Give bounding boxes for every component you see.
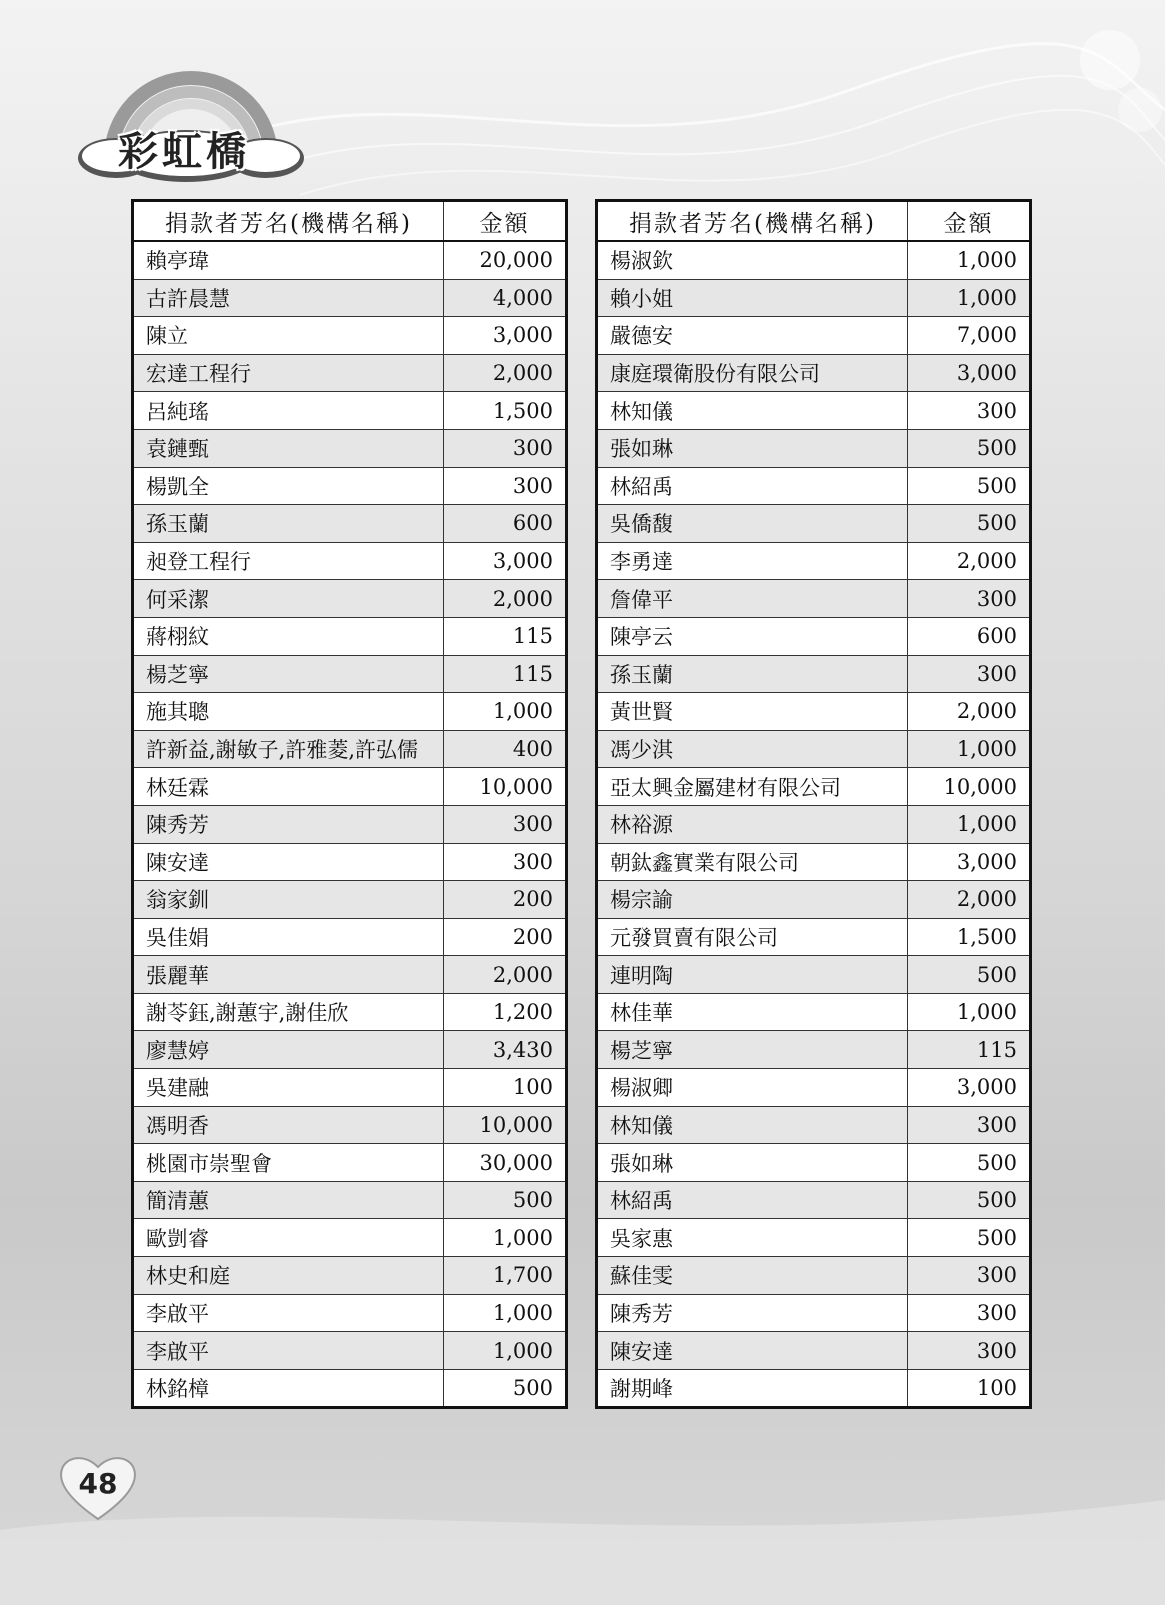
table-row (597, 429, 1031, 467)
donation-amount: 500 (908, 429, 1031, 467)
donation-amount: 115 (908, 1031, 1031, 1069)
donation-amount: 500 (444, 1369, 567, 1408)
donor-name: 孫玉蘭 (597, 655, 908, 693)
donor-name: 施其聰 (133, 693, 444, 731)
donation-amount: 300 (908, 1106, 1031, 1144)
table-header-row (133, 201, 567, 242)
donation-amount: 2,000 (444, 956, 567, 994)
donor-name: 楊宗諭 (597, 881, 908, 919)
table-row (133, 956, 567, 994)
donor-name: 林佳華 (597, 993, 908, 1031)
donor-name: 連明陶 (597, 956, 908, 994)
table-row (597, 881, 1031, 919)
donor-name: 楊凱全 (133, 467, 444, 505)
donor-name: 桃園市崇聖會 (133, 1144, 444, 1182)
donor-name: 吳僑馥 (597, 505, 908, 543)
table-row (597, 542, 1031, 580)
donation-amount: 1,000 (444, 1219, 567, 1257)
donor-table-right (595, 199, 1032, 1409)
table-row (597, 1369, 1031, 1408)
table-row (597, 1106, 1031, 1144)
donation-amount: 3,000 (444, 542, 567, 580)
donor-name: 楊淑卿 (597, 1069, 908, 1107)
donor-name: 張麗華 (133, 956, 444, 994)
table-row (597, 241, 1031, 279)
table-row (597, 655, 1031, 693)
donation-amount: 500 (908, 1144, 1031, 1182)
donor-name: 吳佳娟 (133, 918, 444, 956)
donor-name: 何采潔 (133, 580, 444, 618)
donor-name: 簡清蕙 (133, 1181, 444, 1219)
donor-table-left (131, 199, 568, 1409)
donation-amount: 3,000 (908, 843, 1031, 881)
table-row (133, 580, 567, 618)
table-row (133, 993, 567, 1031)
table-row (133, 1106, 567, 1144)
donation-amount: 300 (908, 1332, 1031, 1370)
table-row (597, 392, 1031, 430)
donation-amount: 4,000 (444, 279, 567, 317)
donor-name: 吳家惠 (597, 1219, 908, 1257)
donor-name: 陳秀芳 (597, 1294, 908, 1332)
donor-name: 楊芝寧 (133, 655, 444, 693)
donation-amount: 1,000 (444, 693, 567, 731)
donor-name: 張如琳 (597, 1144, 908, 1182)
donor-name: 謝苓鈺,謝蕙宇,謝佳欣 (133, 993, 444, 1031)
donation-amount: 300 (908, 1257, 1031, 1295)
donor-table-left-body (133, 241, 567, 1408)
donation-amount: 200 (444, 918, 567, 956)
donation-amount: 1,500 (444, 392, 567, 430)
donor-name: 亞太興金屬建材有限公司 (597, 768, 908, 806)
donation-amount: 200 (444, 881, 567, 919)
table-row (133, 429, 567, 467)
donor-name: 康庭環衛股份有限公司 (597, 354, 908, 392)
table-row (597, 279, 1031, 317)
donor-name: 蔣栩紋 (133, 617, 444, 655)
donor-name: 黃世賢 (597, 693, 908, 731)
donor-name: 林紹禹 (597, 467, 908, 505)
table-row (133, 655, 567, 693)
table-row (597, 768, 1031, 806)
donor-name: 孫玉蘭 (133, 505, 444, 543)
donor-name: 林史和庭 (133, 1257, 444, 1295)
page-number-badge (56, 1453, 140, 1523)
donor-name: 詹偉平 (597, 580, 908, 618)
table-row (597, 354, 1031, 392)
table-row (133, 1219, 567, 1257)
table-row (597, 843, 1031, 881)
table-row (133, 392, 567, 430)
donation-amount: 1,000 (908, 805, 1031, 843)
table-row (133, 730, 567, 768)
table-row (597, 693, 1031, 731)
donation-amount: 300 (908, 392, 1031, 430)
donor-name: 楊芝寧 (597, 1031, 908, 1069)
donor-name: 袁鏈甄 (133, 429, 444, 467)
rainbow-bridge-logo (76, 48, 306, 188)
donation-amount: 7,000 (908, 317, 1031, 355)
table-row (133, 279, 567, 317)
donor-name: 蘇佳雯 (597, 1257, 908, 1295)
donation-amount: 115 (444, 655, 567, 693)
donation-amount: 1,000 (908, 279, 1031, 317)
donor-name: 吳建融 (133, 1069, 444, 1107)
donor-name: 呂純瑤 (133, 392, 444, 430)
table-row (597, 1031, 1031, 1069)
donation-amount: 20,000 (444, 241, 567, 279)
table-row (597, 1219, 1031, 1257)
donation-amount: 100 (908, 1369, 1031, 1408)
donation-amount: 10,000 (444, 1106, 567, 1144)
donation-amount: 300 (444, 805, 567, 843)
donation-amount: 500 (908, 505, 1031, 543)
donor-name: 李啟平 (133, 1294, 444, 1332)
donation-amount: 30,000 (444, 1144, 567, 1182)
table-row (597, 956, 1031, 994)
donation-amount: 500 (444, 1181, 567, 1219)
table-row (133, 918, 567, 956)
donor-name: 宏達工程行 (133, 354, 444, 392)
table-row (133, 1181, 567, 1219)
donation-amount: 10,000 (908, 768, 1031, 806)
column-header-name: 捐款者芳名(機構名稱) (133, 201, 444, 242)
table-row (597, 1144, 1031, 1182)
donor-name: 李啟平 (133, 1332, 444, 1370)
column-header-name: 捐款者芳名(機構名稱) (597, 201, 908, 242)
table-row (133, 505, 567, 543)
donor-name: 廖慧婷 (133, 1031, 444, 1069)
donation-amount: 115 (444, 617, 567, 655)
table-row (133, 768, 567, 806)
table-row (597, 1332, 1031, 1370)
donation-amount: 3,000 (908, 1069, 1031, 1107)
table-row (597, 918, 1031, 956)
donation-amount: 500 (908, 956, 1031, 994)
donor-name: 陳安達 (133, 843, 444, 881)
donor-name: 林知儀 (597, 1106, 908, 1144)
donation-amount: 2,000 (908, 693, 1031, 731)
table-row (133, 1257, 567, 1295)
donor-name: 陳立 (133, 317, 444, 355)
donor-name: 馮少淇 (597, 730, 908, 768)
donation-amount: 1,000 (908, 993, 1031, 1031)
logo-title: 彩虹橋 (118, 129, 250, 175)
donation-amount: 1,000 (444, 1332, 567, 1370)
table-row (597, 730, 1031, 768)
donation-amount: 300 (444, 429, 567, 467)
table-row (133, 1294, 567, 1332)
donation-amount: 500 (908, 1219, 1031, 1257)
table-row (133, 617, 567, 655)
table-header-row (597, 201, 1031, 242)
donation-amount: 1,000 (444, 1294, 567, 1332)
donor-name: 陳亭云 (597, 617, 908, 655)
donor-name: 林紹禹 (597, 1181, 908, 1219)
table-row (597, 1181, 1031, 1219)
page-number: 48 (78, 1467, 118, 1500)
donor-name: 古許晨慧 (133, 279, 444, 317)
donation-amount: 3,000 (908, 354, 1031, 392)
table-row (133, 467, 567, 505)
donation-amount: 2,000 (444, 580, 567, 618)
table-row (597, 1294, 1031, 1332)
donation-amount: 500 (908, 467, 1031, 505)
donation-amount: 2,000 (908, 881, 1031, 919)
donor-name: 李勇達 (597, 542, 908, 580)
table-row (597, 805, 1031, 843)
donor-name: 翁家釧 (133, 881, 444, 919)
donation-amount: 1,700 (444, 1257, 567, 1295)
donor-name: 歐剴睿 (133, 1219, 444, 1257)
column-header-amount: 金額 (444, 201, 567, 242)
table-row (597, 505, 1031, 543)
donor-name: 楊淑欽 (597, 241, 908, 279)
donor-name: 林廷霖 (133, 768, 444, 806)
donation-amount: 300 (908, 1294, 1031, 1332)
donor-name: 陳秀芳 (133, 805, 444, 843)
donor-name: 昶登工程行 (133, 542, 444, 580)
donor-name: 林銘樟 (133, 1369, 444, 1408)
table-row (133, 1031, 567, 1069)
table-row (597, 1069, 1031, 1107)
table-row (133, 1069, 567, 1107)
donation-amount: 100 (444, 1069, 567, 1107)
table-row (133, 843, 567, 881)
table-row (133, 693, 567, 731)
table-row (597, 993, 1031, 1031)
donor-table-right-body (597, 241, 1031, 1408)
donation-amount: 1,200 (444, 993, 567, 1031)
table-row (133, 881, 567, 919)
table-row (597, 467, 1031, 505)
donor-name: 林裕源 (597, 805, 908, 843)
donation-amount: 300 (908, 655, 1031, 693)
column-header-amount: 金額 (908, 201, 1031, 242)
donor-name: 嚴德安 (597, 317, 908, 355)
table-row (133, 1144, 567, 1182)
donor-name: 許新益,謝敏子,許雅菱,許弘儒 (133, 730, 444, 768)
table-row (133, 1369, 567, 1408)
table-row (597, 317, 1031, 355)
donation-amount: 400 (444, 730, 567, 768)
donation-amount: 300 (444, 467, 567, 505)
donor-name: 林知儀 (597, 392, 908, 430)
table-row (597, 580, 1031, 618)
donation-amount: 1,500 (908, 918, 1031, 956)
donation-amount: 300 (444, 843, 567, 881)
donor-name: 賴亭瑋 (133, 241, 444, 279)
donation-amount: 2,000 (444, 354, 567, 392)
table-row (597, 1257, 1031, 1295)
table-row (133, 542, 567, 580)
donor-name: 賴小姐 (597, 279, 908, 317)
donation-amount: 300 (908, 580, 1031, 618)
table-row (133, 241, 567, 279)
donation-amount: 3,000 (444, 317, 567, 355)
donation-amount: 500 (908, 1181, 1031, 1219)
table-row (133, 1332, 567, 1370)
table-row (133, 354, 567, 392)
donation-amount: 2,000 (908, 542, 1031, 580)
donor-name: 朝鈦鑫實業有限公司 (597, 843, 908, 881)
donor-name: 謝期峰 (597, 1369, 908, 1408)
table-row (597, 617, 1031, 655)
donor-name: 張如琳 (597, 429, 908, 467)
table-row (133, 317, 567, 355)
donor-name: 陳安達 (597, 1332, 908, 1370)
donation-amount: 600 (908, 617, 1031, 655)
donation-amount: 3,430 (444, 1031, 567, 1069)
table-row (133, 805, 567, 843)
donation-amount: 10,000 (444, 768, 567, 806)
donation-amount: 1,000 (908, 241, 1031, 279)
donation-amount: 600 (444, 505, 567, 543)
donor-name: 馮明香 (133, 1106, 444, 1144)
donation-amount: 1,000 (908, 730, 1031, 768)
donor-name: 元發買賣有限公司 (597, 918, 908, 956)
